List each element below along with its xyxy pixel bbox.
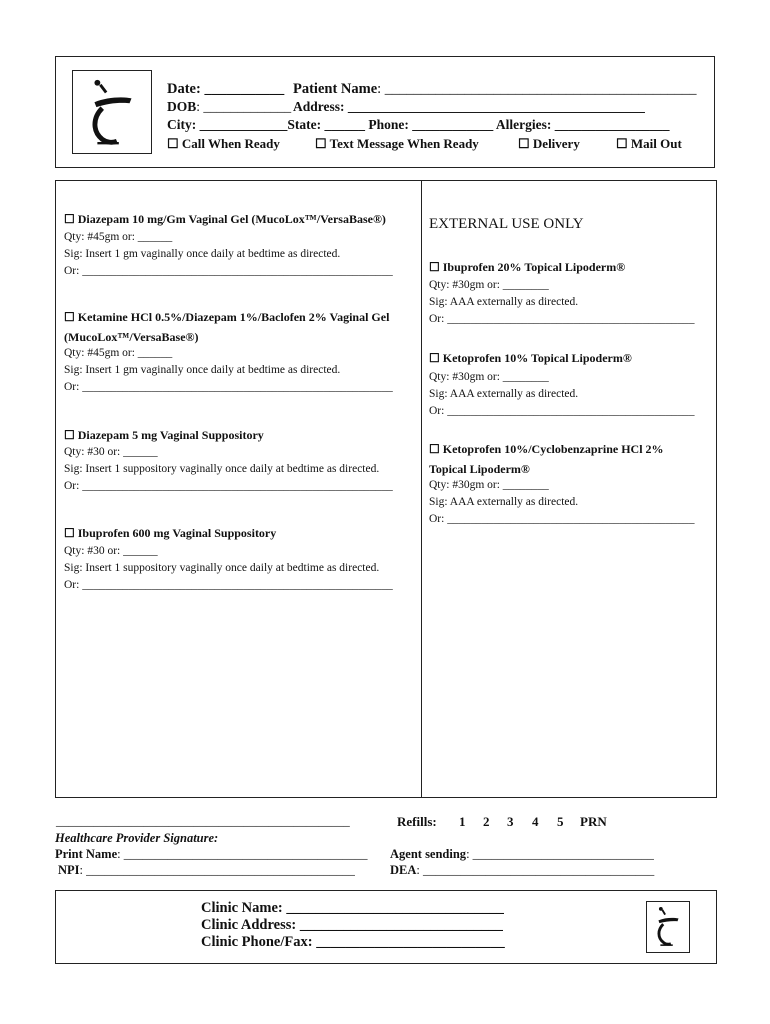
refill-option-3[interactable]: 3	[507, 814, 514, 829]
rx-or[interactable]: Or: ______________________________________________________	[64, 265, 393, 277]
call-when-ready-checkbox[interactable]: ☐ Call When Ready	[167, 136, 280, 151]
rx-diazepam-suppository-checkbox[interactable]: ☐ Diazepam 5 mg Vaginal Suppository	[64, 428, 264, 442]
refill-option-4[interactable]: 4	[532, 814, 539, 829]
refill-option-prn[interactable]: PRN	[580, 814, 607, 829]
dob-label: DOB	[167, 99, 197, 114]
rx-ketoprofen-cyclobenzaprine-checkbox[interactable]: ☐ Ketoprofen 10%/Cyclobenzaprine HCl 2%	[429, 442, 664, 456]
rx-ketoprofen-lipoderm-checkbox[interactable]: ☐ Ketoprofen 10% Topical Lipoderm®	[429, 351, 632, 365]
rx-diazepam-gel-checkbox[interactable]: ☐ Diazepam 10 mg/Gm Vaginal Gel (MucoLox™/VersaBase®)	[64, 212, 386, 226]
rx-qty[interactable]: Qty: #30gm or: ________	[429, 279, 549, 291]
clinic-phone-fax-field[interactable]: Clinic Phone/Fax: __________________________	[201, 934, 505, 950]
rx-sig: Sig: Insert 1 suppository vaginally once daily at bedtime as directed.	[64, 562, 380, 574]
print-name-blank[interactable]: : _______________________________________	[117, 847, 368, 861]
rx-or[interactable]: Or: ______________________________________________________	[64, 480, 393, 492]
pharmacy-logo-icon	[72, 70, 152, 154]
rx-title-continued: (MucoLox™/VersaBase®)	[64, 330, 199, 344]
dea-blank[interactable]: : _____________________________________	[416, 863, 655, 877]
refills-label: Refills:	[397, 814, 437, 829]
rx-ibuprofen-suppository-checkbox[interactable]: ☐ Ibuprofen 600 mg Vaginal Suppository	[64, 526, 277, 540]
rx-sig: Sig: AAA externally as directed.	[429, 388, 579, 400]
agent-sending-field[interactable]	[390, 847, 654, 862]
patient-name-label: Patient Name	[293, 81, 378, 97]
rx-sig: Sig: AAA externally as directed.	[429, 496, 579, 508]
rx-sig: Sig: Insert 1 suppository vaginally once daily at bedtime as directed.	[64, 463, 380, 475]
patient-name-blank[interactable]: : ___________________________________________	[377, 81, 697, 97]
column-divider	[421, 180, 422, 798]
provider-signature-label: Healthcare Provider Signature:	[55, 831, 219, 845]
rx-sig: Sig: Insert 1 gm vaginally once daily at bedtime as directed.	[64, 364, 341, 376]
refill-option-1[interactable]: 1	[459, 814, 466, 829]
clinic-address-field[interactable]: Clinic Address: ____________________________	[201, 917, 503, 933]
rx-sig: Sig: AAA externally as directed.	[429, 296, 579, 308]
dea-field[interactable]	[390, 863, 654, 878]
rx-qty[interactable]: Qty: #30 or: ______	[64, 446, 158, 458]
dob-field[interactable]	[167, 99, 291, 115]
provider-signature-line[interactable]: _______________________________________________	[56, 814, 350, 828]
rx-ibuprofen-lipoderm-checkbox[interactable]: ☐ Ibuprofen 20% Topical Lipoderm®	[429, 260, 626, 274]
rx-sig: Sig: Insert 1 gm vaginally once daily at bedtime as directed.	[64, 248, 341, 260]
npi-field[interactable]	[58, 863, 355, 878]
dea-label: DEA	[390, 863, 417, 877]
rx-qty[interactable]: Qty: #45gm or: ______	[64, 347, 173, 359]
rx-ketamine-gel-checkbox[interactable]: ☐ Ketamine HCl 0.5%/Diazepam 1%/Baclofen 2% Vaginal Gel	[64, 310, 390, 324]
print-name-field[interactable]	[55, 847, 368, 862]
date-field[interactable]: Date: ___________	[167, 81, 285, 97]
refill-option-5[interactable]: 5	[557, 814, 564, 829]
print-name-label: Print Name	[55, 847, 118, 861]
mail-out-checkbox[interactable]: ☐ Mail Out	[616, 136, 682, 151]
text-message-checkbox[interactable]: ☐ Text Message When Ready	[315, 136, 479, 151]
agent-sending-blank[interactable]: : _____________________________	[466, 847, 654, 861]
rx-or[interactable]: Or: ___________________________________________	[429, 513, 695, 525]
rx-title-continued: Topical Lipoderm®	[429, 462, 530, 476]
rx-qty[interactable]: Qty: #30gm or: ________	[429, 479, 549, 491]
rx-qty[interactable]: Qty: #30gm or: ________	[429, 371, 549, 383]
rx-or[interactable]: Or: ______________________________________________________	[64, 381, 393, 393]
agent-sending-label: Agent sending	[390, 847, 467, 861]
rx-qty[interactable]: Qty: #45gm or: ______	[64, 231, 173, 243]
delivery-checkbox[interactable]: ☐ Delivery	[518, 136, 580, 151]
city-state-phone-allergies-field[interactable]: City: _____________State: ______ Phone: ____________ Allergies: _________________	[167, 117, 670, 132]
external-use-heading: EXTERNAL USE ONLY	[429, 216, 584, 232]
rx-qty[interactable]: Qty: #30 or: ______	[64, 545, 158, 557]
clinic-name-field[interactable]: Clinic Name: ______________________________	[201, 900, 504, 916]
npi-label: NPI	[58, 863, 80, 877]
patient-name-field[interactable]	[293, 81, 697, 98]
address-field[interactable]: Address: ____________________________________________	[293, 99, 645, 114]
refill-option-2[interactable]: 2	[483, 814, 490, 829]
pharmacy-logo-small-icon	[646, 901, 690, 953]
rx-or[interactable]: Or: ______________________________________________________	[64, 579, 393, 591]
npi-blank[interactable]: : ___________________________________________	[79, 863, 355, 877]
rx-or[interactable]: Or: ___________________________________________	[429, 405, 695, 417]
dob-blank[interactable]: : _____________	[196, 99, 292, 114]
rx-or[interactable]: Or: ___________________________________________	[429, 313, 695, 325]
